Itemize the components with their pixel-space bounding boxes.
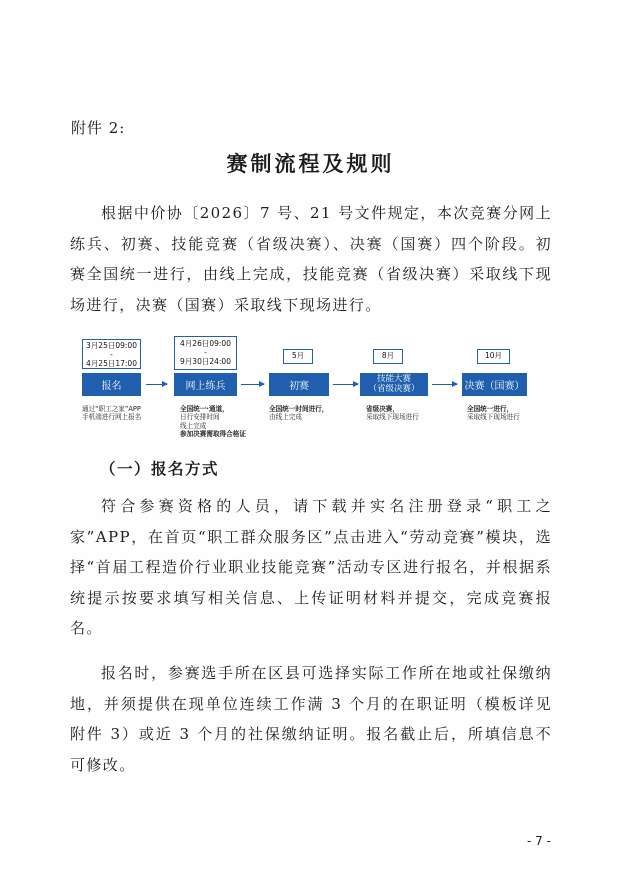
note-line: 省级决赛， <box>366 405 399 413</box>
note-line: 通过“职工之家”APP <box>82 405 141 413</box>
stage-skills-contest <box>360 373 428 396</box>
date-line: - <box>110 350 113 359</box>
date-box-skills <box>373 349 403 364</box>
date-box-registration <box>82 339 141 369</box>
stage-preliminary: 初赛 <box>269 373 329 396</box>
registration-paragraph-2: 报名时，参赛选手所在区县可选择实际工作所在地或社保缴纳地，并须提供在现单位连续工作满 3 个月的在职证明（模板详见附件 3）或近 3 个月的社保缴纳证明。报名截止后，所填信息不可修改。 <box>70 664 552 774</box>
page-title: 赛制流程及规则 <box>226 152 395 176</box>
note-line: 全国统一·通道， <box>180 405 229 413</box>
note-line: 日行安排时间 <box>180 413 220 422</box>
note-registration <box>82 405 141 422</box>
note-final <box>467 405 520 422</box>
intro-paragraph: 根据中价协〔2026〕7 号、21 号文件规定，本次竞赛分网上练兵、初赛、技能竞赛（省级决赛）、决赛（国赛）四个阶段。初赛全国统一进行，由线上完成，技能竞赛（省级决赛）采取线下现场进行，决赛（国赛）采取线下现场进行。 <box>70 204 552 314</box>
date-line: 10月 <box>484 351 503 360</box>
date-box-preliminary <box>283 349 313 364</box>
date-line: 4月25日17:00 <box>86 359 137 368</box>
arrow-icon <box>241 384 264 385</box>
section-heading: （一）报名方式 <box>100 460 220 478</box>
date-box-practice <box>174 336 237 370</box>
arrow-icon <box>333 384 358 385</box>
date-line: 9月30日24:00 <box>180 357 231 366</box>
note-skills <box>366 405 419 422</box>
note-practice <box>180 405 246 439</box>
note-line: 手机端进行网上报名 <box>82 413 142 422</box>
arrow-icon <box>146 384 167 385</box>
stage-label-line: （省级决赛） <box>368 383 420 394</box>
note-line: 由线上完成 <box>269 413 302 422</box>
date-line: 4月26日09:00 <box>180 339 231 348</box>
date-box-final <box>477 349 510 364</box>
note-preliminary <box>269 405 328 422</box>
note-line: 采取线下现场进行 <box>467 413 520 422</box>
note-line: 全国统一时间进行， <box>269 405 329 413</box>
date-line: 3月25日09:00 <box>86 341 137 350</box>
note-line: 采取线下现场进行 <box>366 413 419 422</box>
stage-label-line: 技能大赛 <box>376 374 411 384</box>
date-line: - <box>204 348 207 357</box>
attachment-label: 附件 2: <box>71 119 126 137</box>
page-number: - 7 - <box>527 834 551 848</box>
stage-registration: 报名 <box>82 373 141 396</box>
note-line: 参加决赛需取得合格证 <box>180 430 246 439</box>
note-line: 全国统一进行， <box>467 405 514 413</box>
date-line: 5月 <box>291 351 305 360</box>
registration-paragraph-1: 符合参赛资格的人员，请下载并实名注册登录“职工之家”APP，在首页“职工群众服务区”点击进入“劳动竞赛”模块，选择“首届工程造价行业职业技能竞赛”活动专区进行报名，并根据系统提示按要求填写相关信息、上传证明材料并提交，完成竞赛报名。 <box>70 497 552 637</box>
date-line: 8月 <box>381 351 395 360</box>
stage-online-practice: 网上练兵 <box>174 373 237 396</box>
arrow-icon <box>432 384 457 385</box>
stage-final: 决赛（国赛） <box>462 373 527 396</box>
note-line: 线上完成 <box>180 421 207 430</box>
